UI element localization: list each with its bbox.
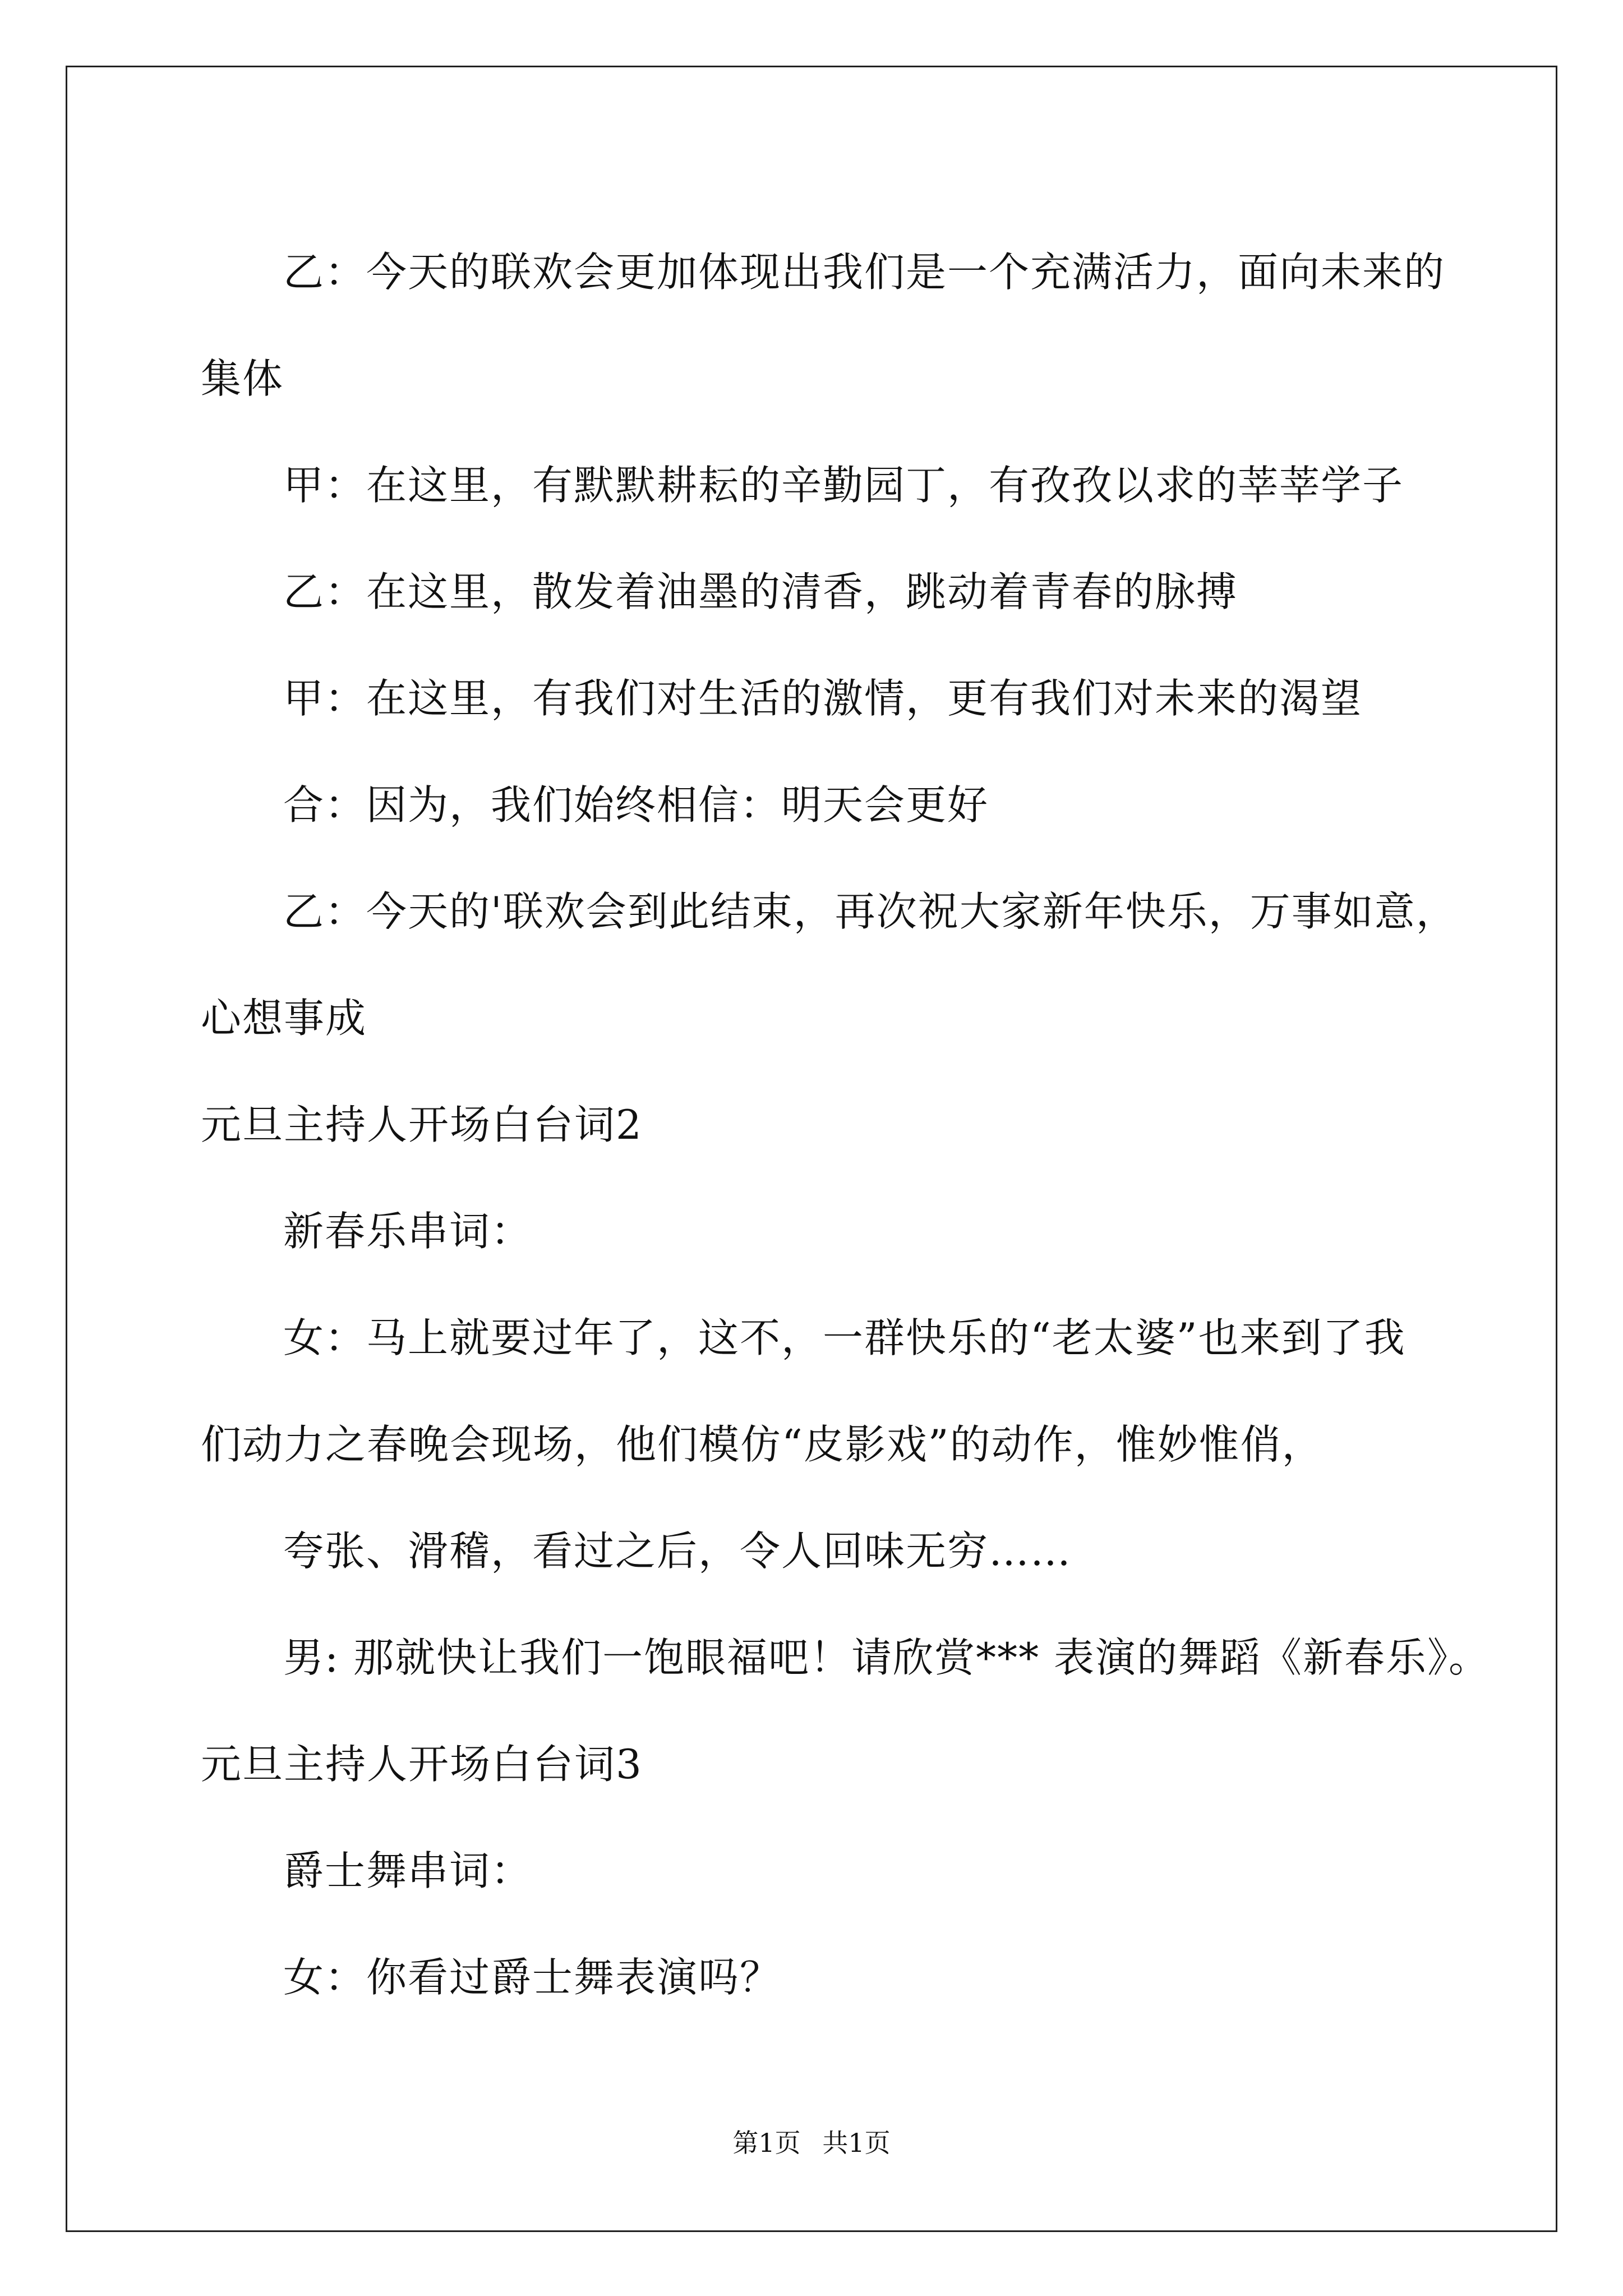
text-line: 乙：今天的'联欢会到此结束，再次祝大家新年快乐，万事如意， bbox=[283, 888, 1458, 935]
text-line: 新春乐串词： bbox=[283, 1208, 533, 1255]
text-line: 甲：在这里，有默默耕耘的辛勤园丁，有孜孜以求的莘莘学子 bbox=[283, 462, 1404, 509]
text-line: 乙：在这里，散发着油墨的清香，跳动着青春的脉搏 bbox=[283, 568, 1238, 615]
text-line: 乙：今天的联欢会更加体现出我们是一个充满活力，面向未来的 bbox=[283, 249, 1446, 296]
text-line: 女：你看过爵士舞表演吗？ bbox=[283, 1954, 782, 2001]
page-count: 共1页 bbox=[822, 2128, 891, 2158]
text-line: 们动力之春晚会现场，他们模仿“皮影戏”的动作，惟妙惟俏， bbox=[201, 1421, 1324, 1468]
section-heading: 元旦主持人开场白台词2 bbox=[201, 1101, 643, 1148]
text-line: 男: 那就快让我们一饱眼福吧！请欣赏*** 表演的舞蹈《新春乐》。 bbox=[283, 1634, 1491, 1681]
document-body bbox=[201, 219, 1491, 2031]
text-line: 爵士舞串词： bbox=[283, 1847, 533, 1894]
text-line: 甲：在这里，有我们对生活的激情，更有我们对未来的渴望 bbox=[283, 675, 1363, 722]
section-heading: 元旦主持人开场白台词3 bbox=[201, 1741, 643, 1788]
text-line: 集体 bbox=[201, 355, 284, 402]
page-number: 第1页 bbox=[732, 2128, 801, 2158]
text-line: 夸张、滑稽，看过之后，令人回味无穷…… bbox=[283, 1527, 1072, 1575]
text-line: 心想事成 bbox=[201, 995, 367, 1042]
text-line: 女：马上就要过年了，这不，一群快乐的“老太婆”也来到了我 bbox=[283, 1314, 1406, 1361]
text-line: 合：因为，我们始终相信：明天会更好 bbox=[283, 781, 989, 829]
page-footer bbox=[0, 2126, 1623, 2160]
